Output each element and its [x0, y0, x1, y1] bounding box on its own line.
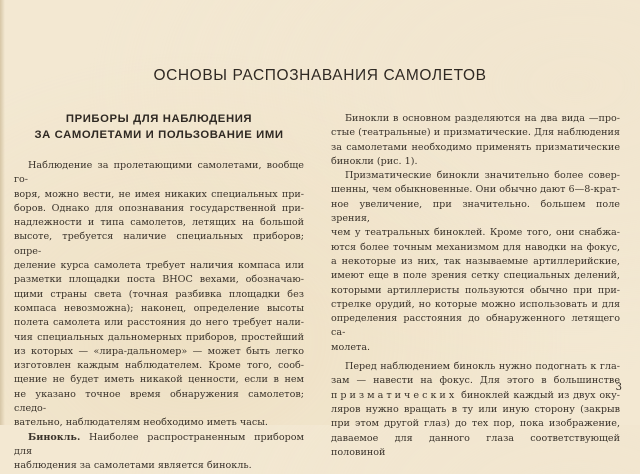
text-line: ное увеличение, при значительно. большем поле зрения, — [331, 198, 620, 225]
text-line: имеют еще в поле зрения сетку специальных делений, — [331, 270, 620, 282]
paragraph-binocular-types — [331, 112, 620, 169]
bold-lead: Бинокль. — [28, 431, 81, 443]
paragraph-prismatic — [331, 169, 620, 355]
text-line: чия специальных дальномерных приборов, простейший — [14, 331, 304, 343]
text-line: стрелке орудий, но которые можно использовать и для — [331, 298, 620, 310]
paragraph-focusing: Перед наблюдением бинокль нужно подогнать к гла- зам — навести на фокус. Для этого в большинстве призматических биноклей каждый из двух оку- ляров нужно вращать в ту или иную сторону (закрыв при этом другой глаз) до тех пор, пока изображение, даваемое для данного глаза соответствующей половиной — [331, 361, 620, 458]
text-line: бинокли (рис. 1). — [331, 155, 418, 167]
section-heading-line-2: ЗА САМОЛЕТАМИ И ПОЛЬЗОВАНИЕ ИМИ — [34, 129, 284, 141]
text-line: молета. — [331, 341, 371, 353]
text-line: не указано точное время обнаружения самолетов; следо- — [14, 388, 304, 415]
right-column — [331, 112, 620, 460]
text-line: боров. Однако для опознавания государственной при- — [14, 202, 304, 214]
text-line: Наблюдение за пролетающими самолетами, вообще го- — [14, 160, 304, 186]
page-number: 3 — [615, 382, 622, 393]
text-line: изготовлен каждым наблюдателем. Кроме того, сооб- — [14, 360, 304, 372]
spaced-emphasis: призматических — [331, 389, 458, 401]
text-line: чем у театральных биноклей. Кроме того, они снабжа- — [331, 227, 620, 239]
text-line: Призматические бинокли значительно более совер- — [345, 170, 620, 182]
chapter-title: ОСНОВЫ РАСПОЗНАВАНИЯ САМОЛЕТОВ — [153, 67, 487, 84]
text-line: вательно, наблюдателям необходимо иметь часы. — [14, 417, 268, 429]
text-line: ются более точным механизмом для наводки на фокус, — [331, 241, 620, 253]
text-line: из которых — «лира-дальномер» — может быть легко — [14, 345, 304, 357]
text-line: а некоторые из них, так называемые артиллерийские, — [331, 255, 620, 267]
paragraph-observation — [14, 159, 304, 431]
text-line: полета самолета или расстояния до него требует нали- — [14, 317, 304, 329]
text-line: воря, можно вести, не имея никаких специальных при- — [14, 188, 304, 200]
page-edge-shadow — [0, 0, 5, 425]
section-heading-line-1: ПРИБОРЫ ДЛЯ НАБЛЮДЕНИЯ — [65, 113, 253, 125]
text-line: щение не будет иметь никакой ценности, если в нем — [14, 374, 304, 386]
text-line: стые (театральные) и призматические. Для наблюдения — [331, 127, 620, 139]
text-line: компаса невозможна); наконец, определение высоты — [14, 302, 304, 314]
left-column — [14, 108, 304, 474]
text-line: которыми артиллеристы пользуются обычно при при- — [331, 284, 620, 296]
text-line: за самолетами необходимо применять призматические — [331, 141, 620, 153]
text-line: Бинокли в основном разделяются на два вида —про- — [345, 113, 620, 124]
section-heading — [14, 108, 304, 143]
paragraph-binocular: Бинокль. Наиболее распространенным прибором для наблюдения за самолетами является бинокль. — [14, 431, 304, 472]
text-line: определения расстояния до обнаруженного летящего са- — [331, 313, 620, 339]
text-line: шенны, чем обыкновенные. Они обычно дают 6—8-крат- — [331, 184, 620, 196]
text-line: разметки площадки поста ВНОС вехами, обозначаю- — [14, 274, 304, 286]
text-line: надлежности и типа самолетов, летящих на большой — [14, 217, 304, 229]
text-line: деление курса самолета требует наличия компаса или — [14, 260, 304, 272]
text-line: высоте, требуется наличие специальных приборов; опре- — [14, 231, 304, 257]
text-line: щими страны света (точная разбивка площадки без — [14, 288, 304, 300]
